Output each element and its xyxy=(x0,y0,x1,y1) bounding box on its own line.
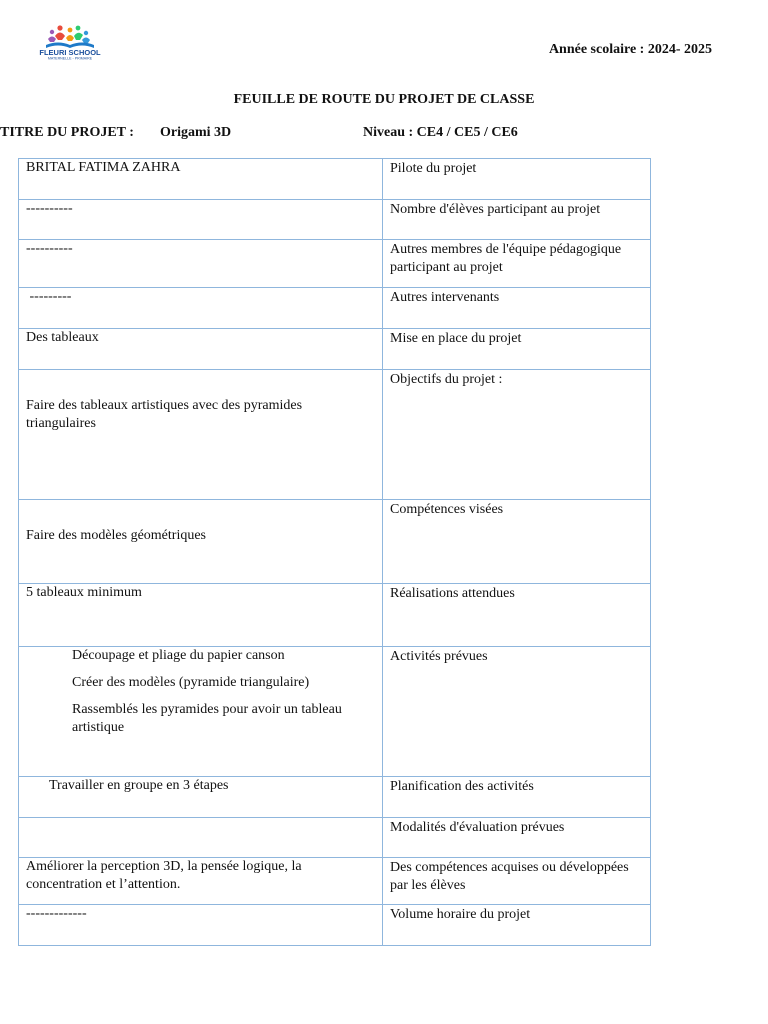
row-value: ------------- xyxy=(26,906,87,921)
row-value: Des tableaux xyxy=(26,330,99,345)
table-row xyxy=(19,500,651,584)
table-row xyxy=(19,200,651,240)
project-title-value: Origami 3D xyxy=(160,125,232,140)
row-label: Réalisations attendues xyxy=(390,586,515,601)
row-label-cell xyxy=(383,647,651,777)
table-row xyxy=(19,288,651,329)
row-label: Volume horaire du projet xyxy=(390,907,531,922)
row-label: Autres intervenants xyxy=(390,290,500,305)
table-row xyxy=(19,240,651,288)
row-label: Pilote du projet xyxy=(390,161,477,176)
row-label: Autres membres de l'équipe pédagogique participant au projet xyxy=(390,242,622,275)
row-value: 5 tableaux minimum xyxy=(26,585,142,600)
row-value-cell xyxy=(19,777,383,818)
row-value-cell xyxy=(19,500,383,584)
row-label-cell xyxy=(383,777,651,818)
table-row xyxy=(19,370,651,500)
project-level: Niveau : CE4 / CE5 / CE6 xyxy=(363,125,518,140)
activity-item: Découpage et pliage du papier canson xyxy=(72,648,285,663)
row-label: Des compétences acquises ou développées par les élèves xyxy=(390,860,629,893)
table-row xyxy=(19,647,651,777)
row-label-cell xyxy=(383,200,651,240)
table-row xyxy=(19,329,651,370)
table-row xyxy=(19,584,651,647)
row-value-cell xyxy=(19,240,383,288)
row-label-cell xyxy=(383,584,651,647)
row-label: Mise en place du projet xyxy=(390,331,522,346)
row-label-cell xyxy=(383,370,651,500)
row-value: Faire des tableaux artistiques avec des pyramides triangulaires xyxy=(26,398,303,431)
row-label: Compétences visées xyxy=(390,502,504,517)
activity-item: Rassemblés les pyramides pour avoir un tableau artistique xyxy=(72,702,342,735)
school-logo xyxy=(22,24,118,60)
project-roadmap-table xyxy=(18,158,651,946)
row-value-cell xyxy=(19,370,383,500)
row-value-cell xyxy=(19,858,383,905)
row-label-cell xyxy=(383,240,651,288)
table-row xyxy=(19,818,651,858)
school-year: Année scolaire : 2024- 2025 xyxy=(548,42,712,57)
row-label: Objectifs du projet : xyxy=(390,372,503,387)
logo-text: FLEURI SCHOOL xyxy=(39,48,101,57)
row-label-cell xyxy=(383,818,651,858)
activity-item: Créer des modèles (pyramide triangulaire) xyxy=(72,675,310,690)
row-label-cell xyxy=(383,159,651,200)
row-label-cell xyxy=(383,858,651,905)
document-title: FEUILLE DE ROUTE DU PROJET DE CLASSE xyxy=(233,92,535,107)
row-value: Améliorer la perception 3D, la pensée logique, la concentration et l’attention. xyxy=(26,859,302,892)
row-value-cell xyxy=(19,159,383,200)
row-label-cell xyxy=(383,905,651,946)
table-row xyxy=(19,159,651,200)
row-value: Faire des modèles géométriques xyxy=(26,528,207,543)
table-row xyxy=(19,905,651,946)
row-value: --------- xyxy=(26,289,72,304)
row-value-cell xyxy=(19,647,383,777)
row-label-cell xyxy=(383,500,651,584)
project-title-label: TITRE DU PROJET : xyxy=(0,125,134,140)
row-value: Travailler en groupe en 3 étapes xyxy=(49,778,229,793)
row-value-cell xyxy=(19,584,383,647)
row-label: Nombre d'élèves participant au projet xyxy=(390,202,601,217)
row-label: Planification des activités xyxy=(390,779,534,794)
row-label-cell xyxy=(383,288,651,329)
row-value-cell xyxy=(19,905,383,946)
row-value-cell xyxy=(19,200,383,240)
row-label-cell xyxy=(383,329,651,370)
logo-subtext: MATERNELLE - PRIMAIRE xyxy=(47,56,93,60)
row-label: Modalités d'évaluation prévues xyxy=(390,820,565,835)
row-value-cell xyxy=(19,288,383,329)
row-value-cell xyxy=(19,329,383,370)
row-value: ---------- xyxy=(26,241,73,256)
table-row xyxy=(19,777,651,818)
row-label: Activités prévues xyxy=(390,649,488,664)
row-value: ---------- xyxy=(26,201,73,216)
row-value: BRITAL FATIMA ZAHRA xyxy=(26,160,181,175)
table-row xyxy=(19,858,651,905)
row-value-cell xyxy=(19,818,383,858)
